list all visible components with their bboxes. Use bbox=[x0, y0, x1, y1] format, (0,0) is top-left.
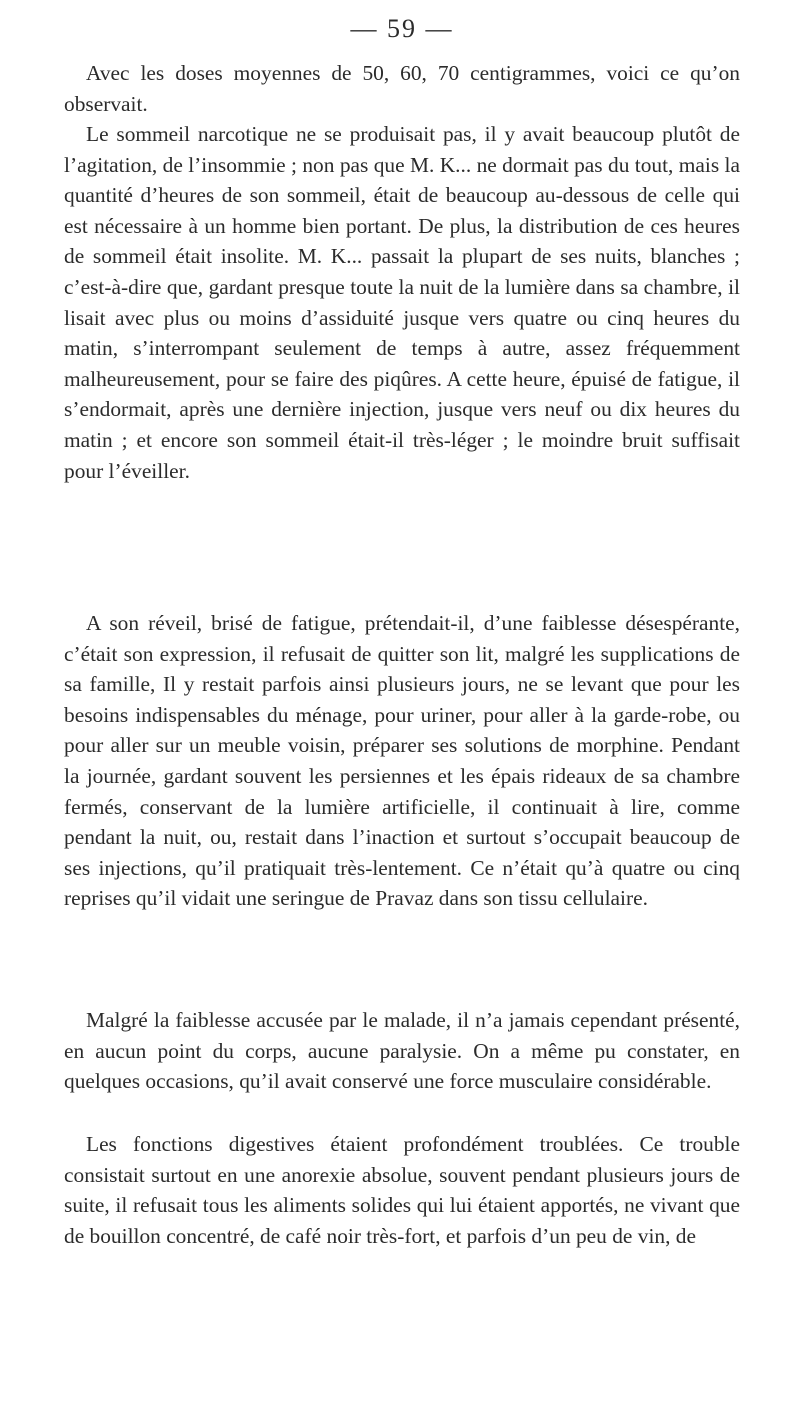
paragraph-fonctions-digestives: Les fonctions digestives étaient profondément troublées. Ce trouble consistait surtout en une anorexie absolue, souvent pendant plusieurs jours de suite, il refusait tous les aliments solides qui lui étaient apportés, ne vivant que de bouillon concentré, de café noir très-fort, et parfois d’un peu de vin, de bbox=[64, 1132, 740, 1248]
paragraph-doses: Avec les doses moyennes de 50, 60, 70 centigrammes, voici ce qu’on observait. bbox=[64, 61, 740, 116]
paragraph-sommeil: Le sommeil narcotique ne se produisait pas, il y avait beaucoup plutôt de l’agitation, de l’insommie ; non pas que M. K... ne dormait pas du tout, mais la quantité d’heures de son sommeil, était de beaucoup au-dessous de celle qui est nécessaire à un homme bien portant. De plus, la distribution de ces heures de sommeil était insolite. M. K... passait la plupart de ses nuits, blanches ; c’est-à-dire que, gardant presque toute la nuit de la lumière dans sa chambre, il lisait avec plus ou moins d’assiduité jusque vers quatre ou cinq heures du matin, s’interrompant seulement de temps à autre, assez fréquemment malheureusement, pour se faire des piqûres. A cette heure, épuisé de fatigue, il s’endormait, après une dernière injection, jusque vers neuf ou dix heures du matin ; et encore son sommeil était-il très-léger ; le moindre bruit suffisait pour l’éveiller. bbox=[64, 122, 740, 483]
page-number: — 59 — bbox=[350, 14, 454, 43]
paragraph-reveil: A son réveil, brisé de fatigue, prétendait-il, d’une faiblesse désespérante, c’était son expression, il refusait de quitter son lit, malgré les supplications de sa famille, Il y restait parfois ainsi plusieurs jours, ne se levant que pour les besoins indispensables du ménage, pour uriner, pour aller à la garde-robe, ou pour aller sur un meuble voisin, préparer ses solutions de morphine. Pendant la journée, gardant souvent les persiennes et les épais rideaux de sa chambre fermés, conservant de la lumière artificielle, il continuait à lire, comme pendant la nuit, ou, restait dans l’inaction et surtout s’occupait beaucoup de ses injections, qu’il pratiquait très-lentement. Ce n’était qu’à quatre ou cinq reprises qu’il vidait une seringue de Pravaz dans son tissu cellulaire. bbox=[64, 611, 740, 911]
document-page bbox=[64, 0, 740, 1406]
paragraph-faiblesse: Malgré la faiblesse accusée par le malade, il n’a jamais cependant présenté, en aucun point du corps, aucune paralysie. On a même pu constater, en quelques occasions, qu’il avait conservé une force musculaire considérable. bbox=[64, 1008, 740, 1094]
